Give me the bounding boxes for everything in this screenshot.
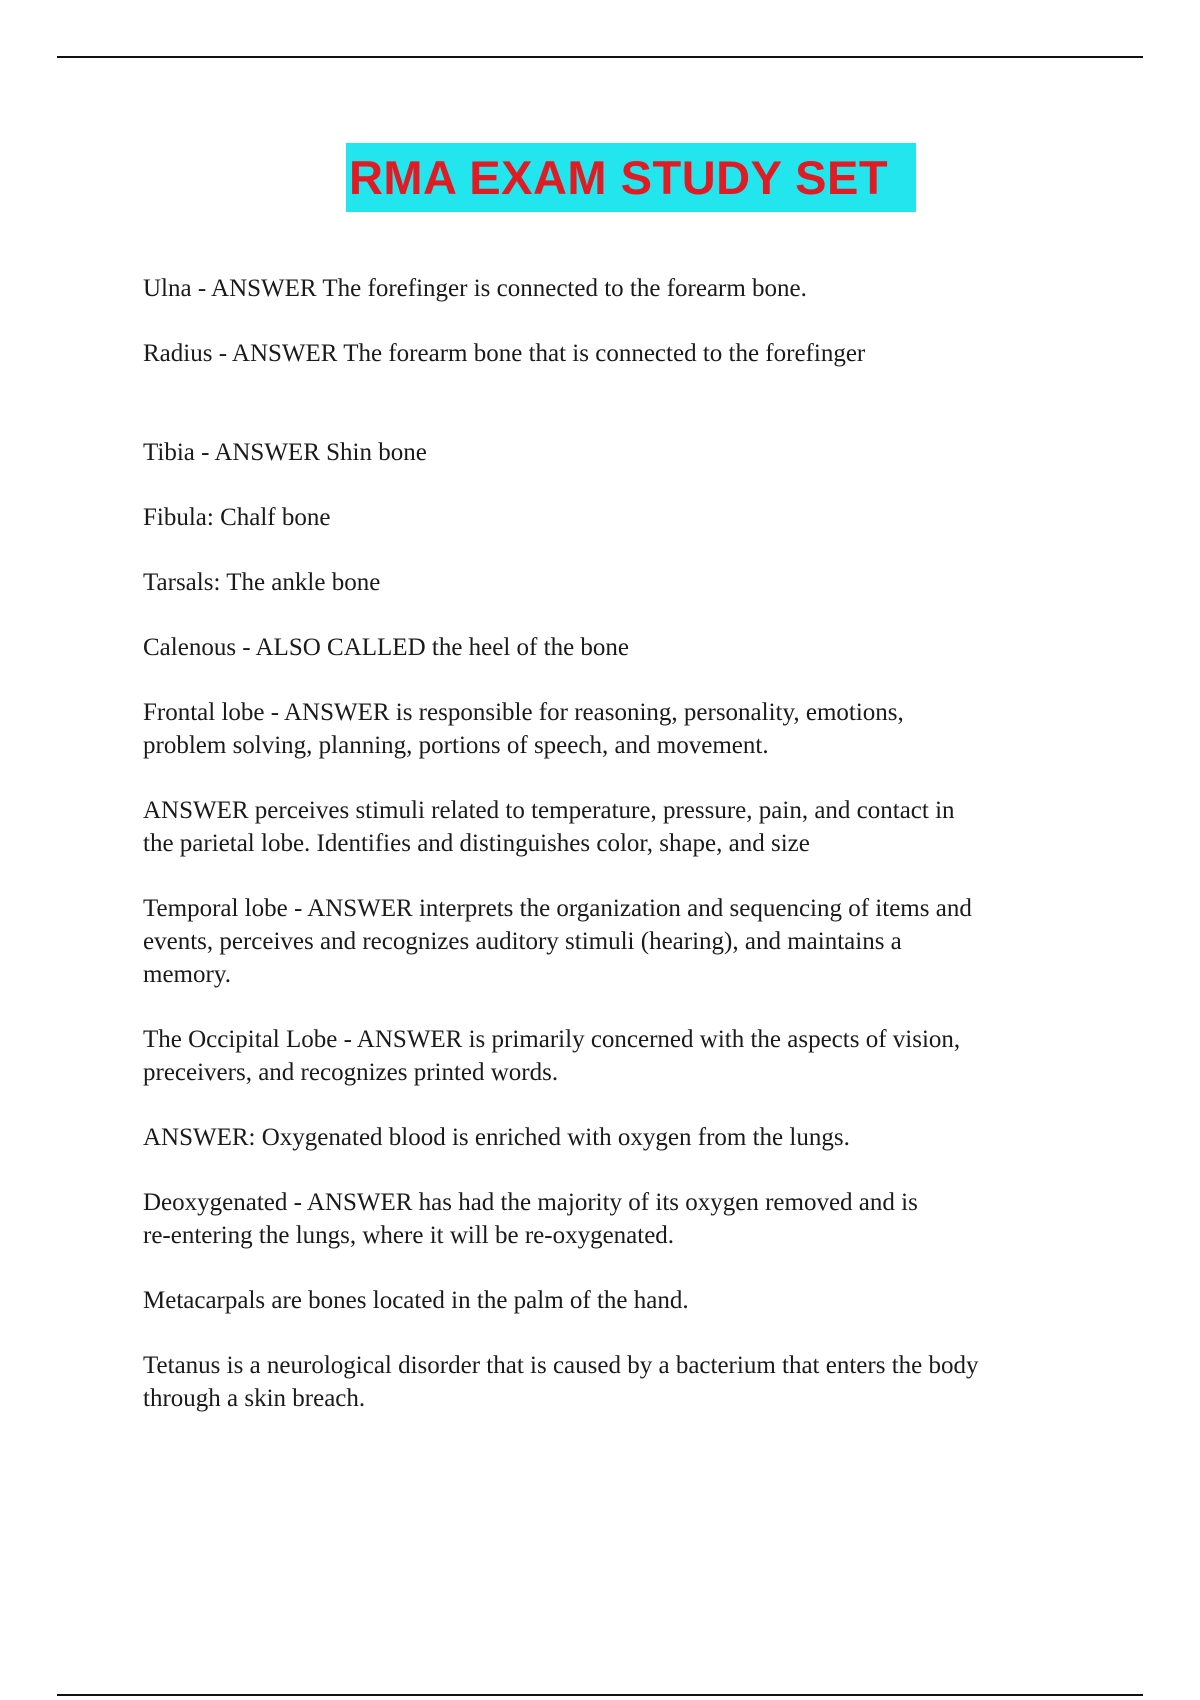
entry-fibula: Fibula: Chalf bone bbox=[143, 504, 331, 531]
entry-ulna: Ulna - ANSWER The forefinger is connected to the forearm bone. bbox=[143, 275, 807, 302]
entry-tibia: Tibia - ANSWER Shin bone bbox=[143, 439, 427, 466]
top-rule bbox=[57, 56, 1143, 58]
entry-tarsals: Tarsals: The ankle bone bbox=[143, 569, 381, 596]
entry-tetanus: Tetanus is a neurological disorder that is caused by a bacterium that enters the body through a skin breach. bbox=[143, 1352, 979, 1412]
title-container bbox=[0, 143, 1200, 212]
entry-calenous: Calenous - ALSO CALLED the heel of the bone bbox=[143, 634, 630, 661]
entry-oxygenated: ANSWER: Oxygenated blood is enriched with oxygen from the lungs. bbox=[143, 1124, 850, 1151]
entry-occipital-lobe: The Occipital Lobe - ANSWER is primarily concerned with the aspects of vision, preceivers, and recognizes printed words. bbox=[143, 1026, 961, 1086]
entry-parietal-lobe: ANSWER perceives stimuli related to temperature, pressure, pain, and contact in the parietal lobe. Identifies and distinguishes color, shape, and size bbox=[143, 797, 955, 857]
entry-frontal-lobe: Frontal lobe - ANSWER is responsible for reasoning, personality, emotions, problem solving, planning, portions of speech, and movement. bbox=[143, 699, 904, 759]
entry-metacarpals: Metacarpals are bones located in the palm of the hand. bbox=[143, 1287, 689, 1314]
study-set-content bbox=[143, 272, 1103, 1447]
document-title: RMA EXAM STUDY SET bbox=[346, 143, 916, 212]
bottom-rule bbox=[57, 1694, 1143, 1696]
entry-temporal-lobe: Temporal lobe - ANSWER interprets the organization and sequencing of items and events, perceives and recognizes auditory stimuli (hearing), and maintains a memory. bbox=[143, 895, 972, 988]
entry-radius: Radius - ANSWER The forearm bone that is connected to the forefinger bbox=[143, 340, 866, 367]
entry-deoxygenated: Deoxygenated - ANSWER has had the majority of its oxygen removed and is re-entering the lungs, where it will be re-oxygenated. bbox=[143, 1189, 918, 1249]
